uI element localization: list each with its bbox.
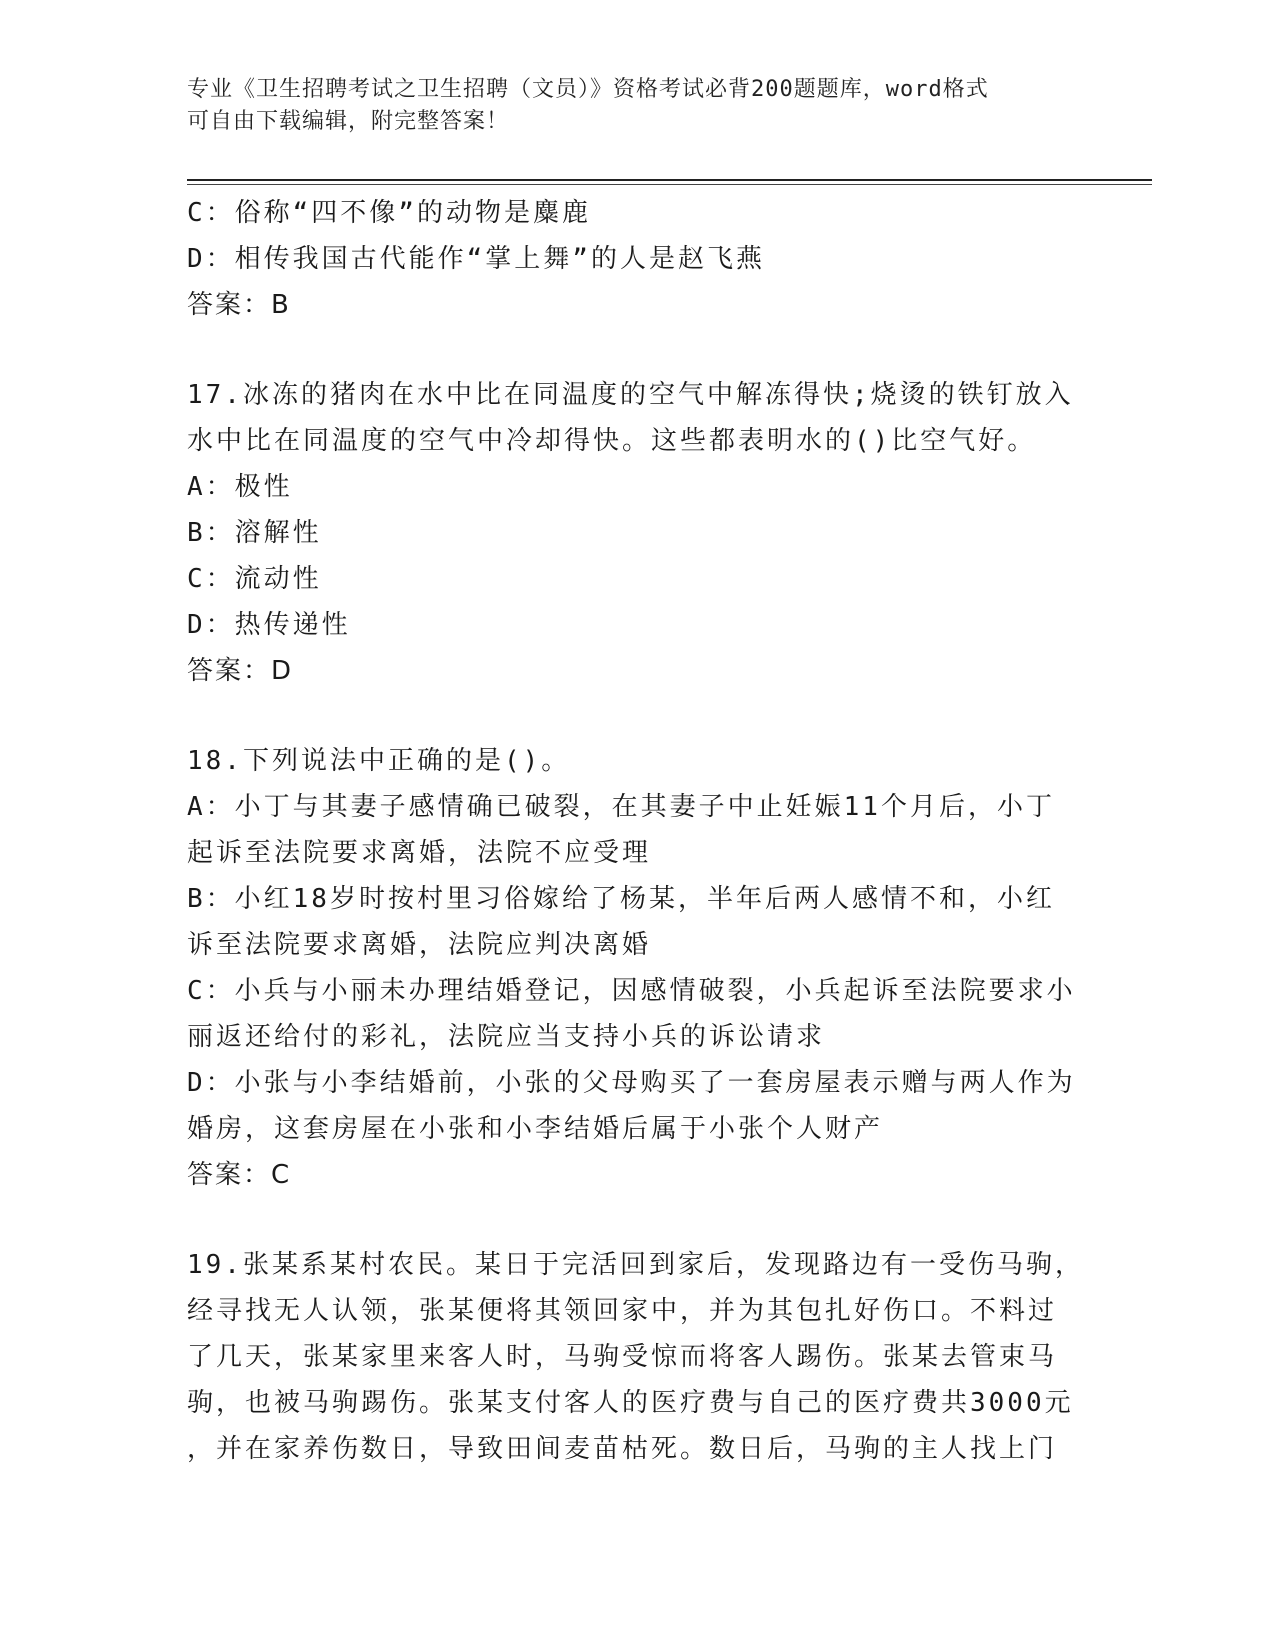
option-b: B：小红18岁时按村里习俗嫁给了杨某，半年后两人感情不和，小红 — [187, 884, 1055, 914]
question-stem: 18.下列说法中正确的是()。 — [187, 746, 571, 776]
question-list — [187, 190, 1084, 1472]
option-d: D：小张与小李结婚前，小张的父母购买了一套房屋表示赠与两人作为 — [187, 1068, 1076, 1098]
option-b: B：溶解性 — [187, 518, 322, 548]
option-a: A：小丁与其妻子感情确已破裂，在其妻子中止妊娠11个月后，小丁 — [187, 792, 1055, 822]
option-c: C：小兵与小丽未办理结婚登记，因感情破裂，小兵起诉至法院要求小 — [187, 976, 1076, 1006]
header-divider-thick — [187, 179, 1152, 181]
header-title-line-2: 可自由下载编辑，附完整答案！ — [187, 109, 510, 134]
question-18 — [187, 738, 1077, 1198]
question-stem: ，并在家养伤数日，导致田间麦苗枯死。数日后，马驹的主人找上门 — [187, 1434, 1058, 1464]
option-c: C：俗称“四不像”的动物是麋鹿 — [187, 198, 591, 228]
header-title-line-1: 专业《卫生招聘考试之卫生招聘（文员）》资格考试必背200题题库，word格式 — [187, 77, 989, 102]
option-c: C：流动性 — [187, 564, 322, 594]
header-divider-thin — [187, 184, 1152, 185]
answer-label: 答案：C — [187, 1160, 292, 1190]
question-16-tail — [187, 190, 1077, 328]
question-17 — [187, 372, 1077, 694]
question-stem: 19.张某系某村农民。某日于完活回到家后，发现路边有一受伤马驹， — [187, 1250, 1084, 1280]
option-a: A：极性 — [187, 472, 293, 502]
answer-label: 答案：D — [187, 656, 294, 686]
question-stem: 17.冰冻的猪肉在水中比在同温度的空气中解冻得快;烧烫的铁钉放入 — [187, 380, 1074, 410]
question-stem: 经寻找无人认领，张某便将其领回家中，并为其包扎好伤口。不料过 — [187, 1296, 1058, 1326]
option-d: D：热传递性 — [187, 610, 351, 640]
option-b-continued: 诉至法院要求离婚，法院应判决离婚 — [187, 930, 652, 960]
question-spacer — [187, 694, 1077, 738]
question-stem: 了几天，张某家里来客人时，马驹受惊而将客人踢伤。张某去管束马 — [187, 1342, 1058, 1372]
option-c-continued: 丽返还给付的彩礼，法院应当支持小兵的诉讼请求 — [187, 1022, 826, 1052]
option-a-continued: 起诉至法院要求离婚，法院不应受理 — [187, 838, 652, 868]
document-header — [187, 74, 1087, 138]
option-d: D：相传我国古代能作“掌上舞”的人是赵飞燕 — [187, 244, 765, 274]
question-stem: 水中比在同温度的空气中冷却得快。这些都表明水的()比空气好。 — [187, 426, 1037, 456]
question-19 — [187, 1242, 1084, 1472]
answer-label: 答案：B — [187, 290, 291, 320]
option-d-continued: 婚房，这套房屋在小张和小李结婚后属于小张个人财产 — [187, 1114, 884, 1144]
question-spacer — [187, 1198, 1077, 1242]
question-stem: 驹，也被马驹踢伤。张某支付客人的医疗费与自己的医疗费共3000元 — [187, 1388, 1074, 1418]
question-spacer — [187, 328, 1077, 372]
